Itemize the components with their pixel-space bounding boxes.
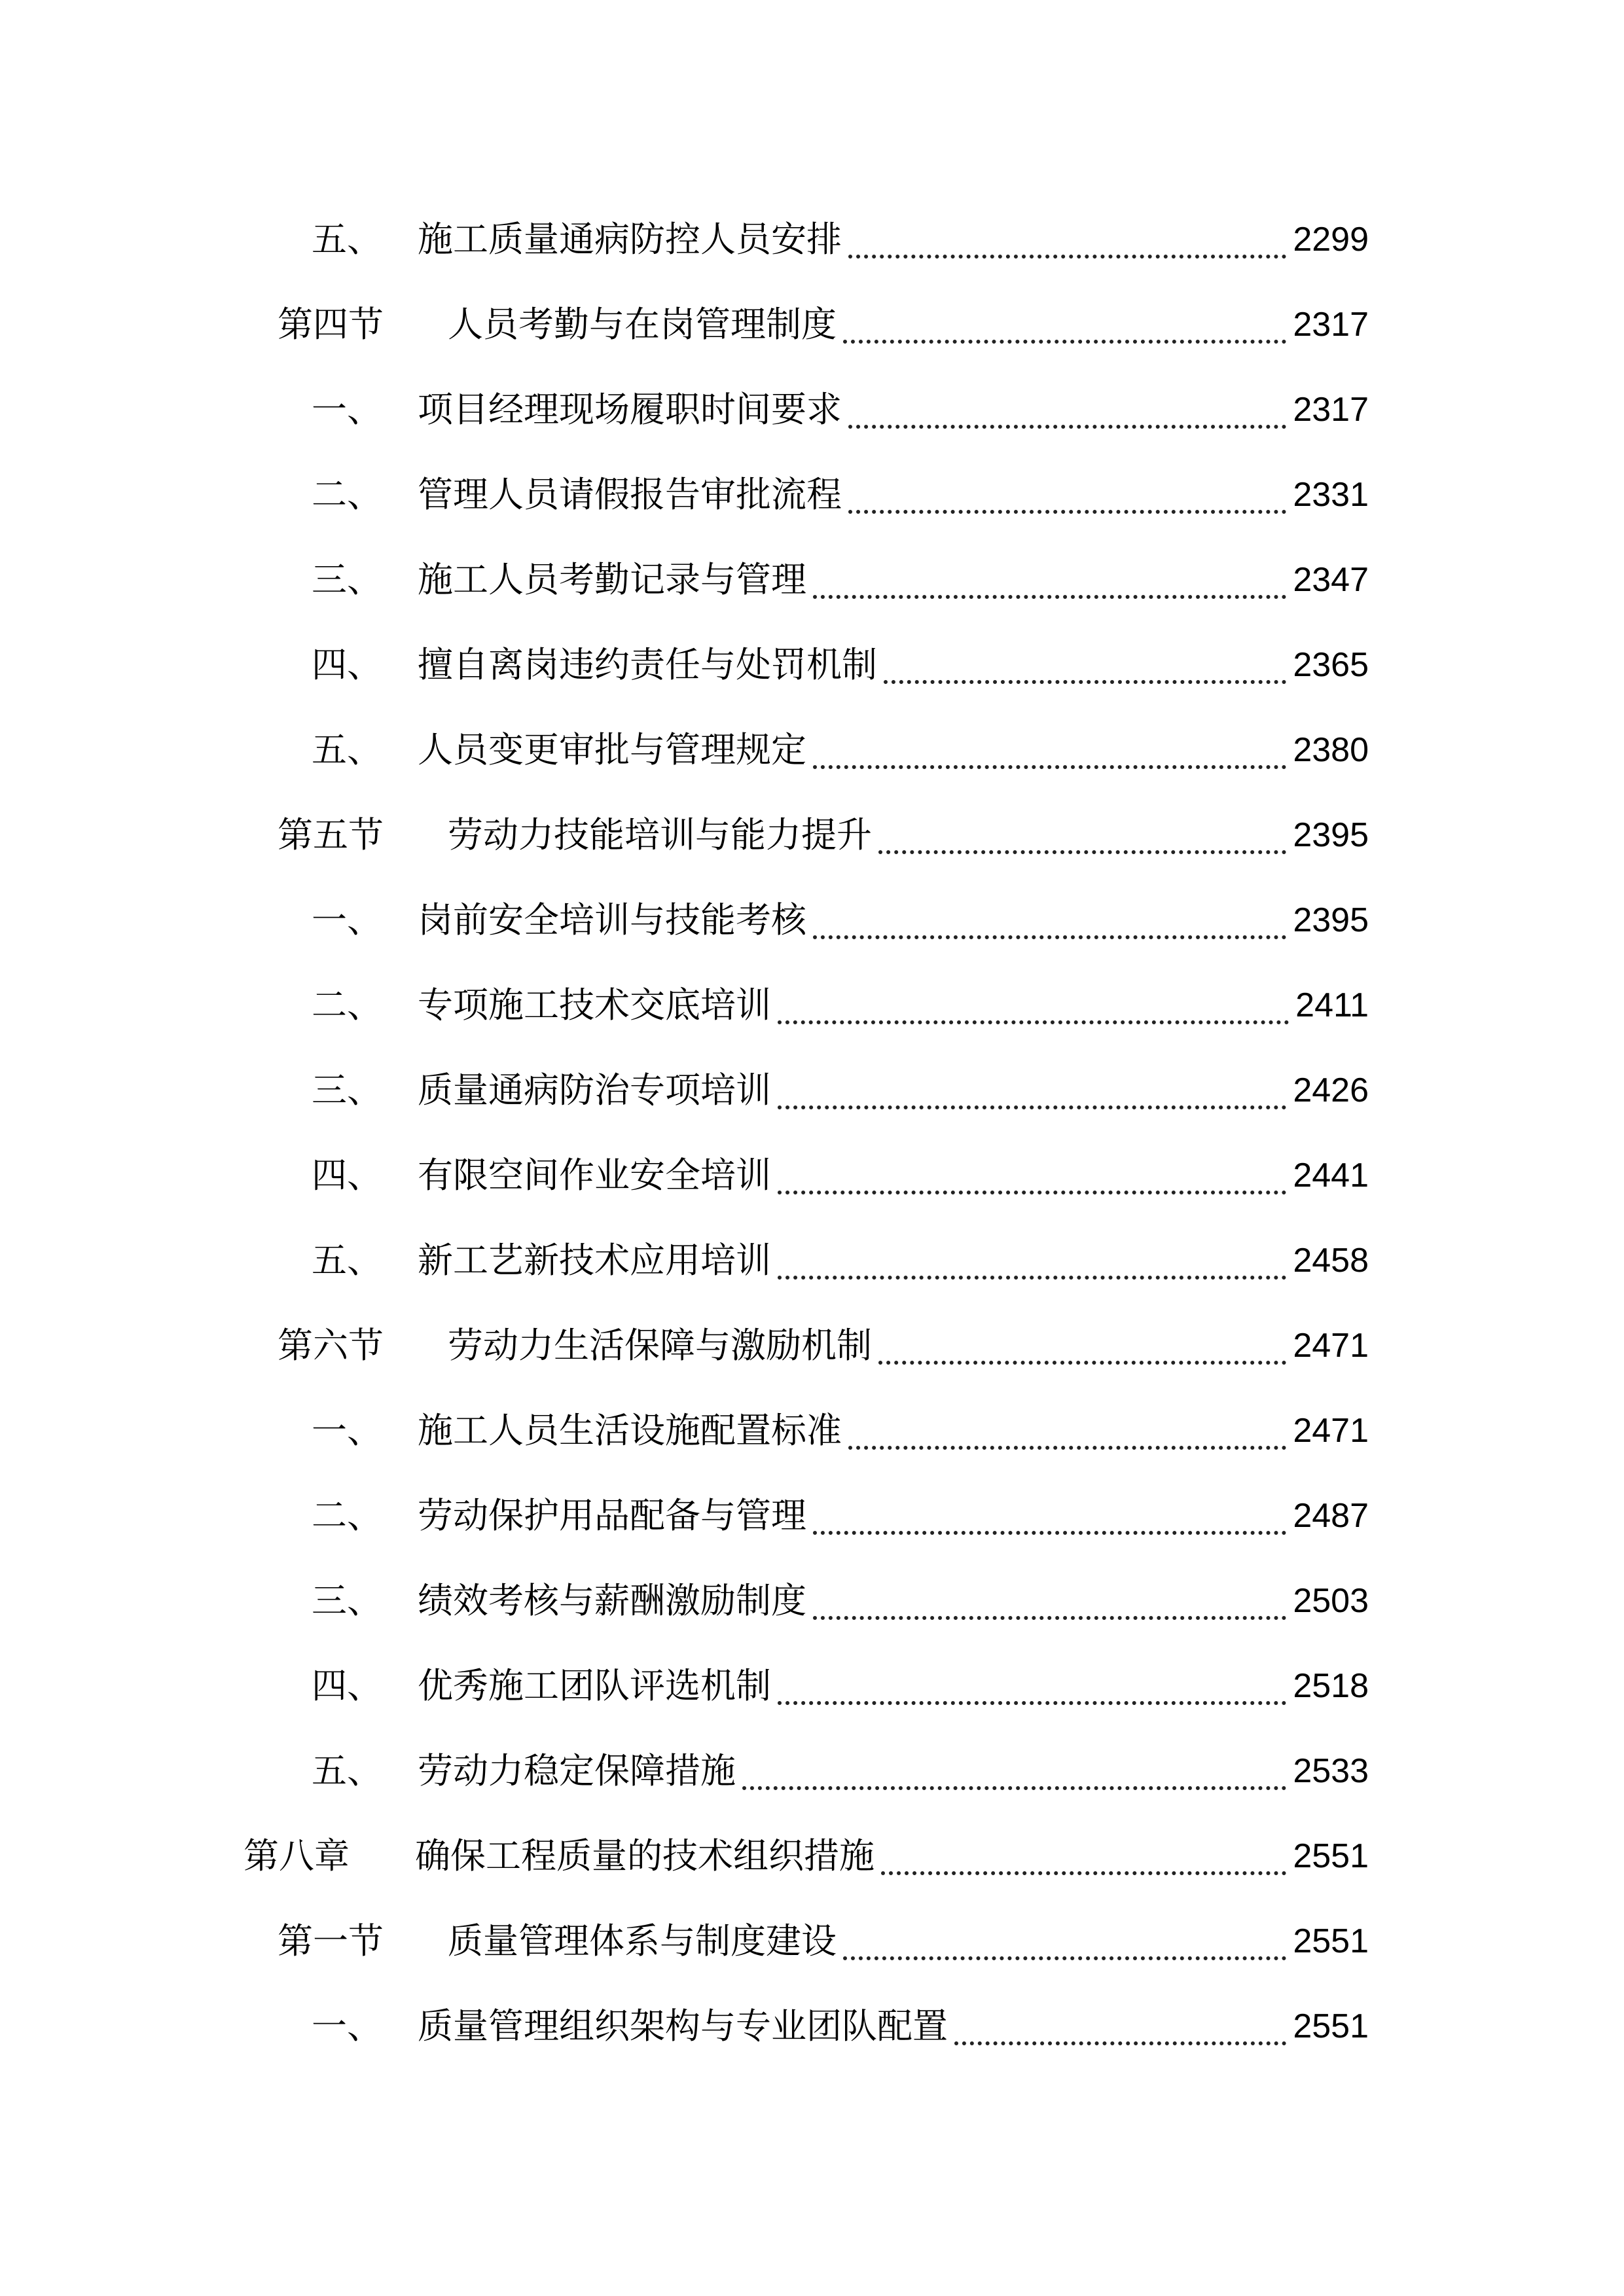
toc-dot-leader bbox=[843, 340, 1286, 344]
toc-dot-leader bbox=[778, 1105, 1286, 1109]
toc-entry-title: 质量通病防治专项培训 bbox=[418, 1069, 771, 1111]
toc-dot-leader bbox=[848, 1446, 1286, 1450]
toc-entry[interactable] bbox=[312, 1473, 1369, 1558]
toc-entry[interactable] bbox=[278, 1899, 1369, 1984]
toc-entry-label: 三、 bbox=[312, 559, 382, 600]
toc-entry-label: 三、 bbox=[312, 1580, 382, 1621]
toc-dot-leader bbox=[848, 425, 1286, 429]
toc-entry-title: 优秀施工团队评选机制 bbox=[418, 1665, 771, 1706]
toc-entry-title: 施工质量通病防控人员安排 bbox=[418, 219, 842, 260]
toc-entry[interactable] bbox=[312, 1388, 1369, 1473]
toc-entry-title: 有限空间作业安全培训 bbox=[418, 1155, 771, 1196]
toc-entry-page: 2518 bbox=[1293, 1667, 1369, 1705]
toc-entry-title: 人员考勤与在岗管理制度 bbox=[448, 304, 837, 345]
toc-dot-leader bbox=[778, 1191, 1286, 1194]
toc-entry[interactable] bbox=[312, 1558, 1369, 1643]
toc-entry-page: 2551 bbox=[1293, 1837, 1369, 1875]
toc-entry-label: 二、 bbox=[312, 1495, 382, 1536]
toc-entry[interactable] bbox=[312, 963, 1369, 1048]
toc-entry-title: 管理人员请假报告审批流程 bbox=[418, 474, 842, 515]
toc-entry-title: 擅自离岗违约责任与处罚机制 bbox=[418, 644, 877, 685]
toc-entry-label: 四、 bbox=[312, 1155, 382, 1196]
toc-entry-label: 第六节 bbox=[278, 1325, 384, 1366]
toc-entry-label: 第八章 bbox=[244, 1835, 350, 1876]
toc-entry-page: 2365 bbox=[1293, 646, 1369, 684]
toc-entry-title: 质量管理体系与制度建设 bbox=[448, 1920, 837, 1962]
toc-dot-leader bbox=[813, 935, 1286, 939]
toc-entry[interactable] bbox=[312, 1048, 1369, 1133]
toc-entry-title: 劳动力稳定保障措施 bbox=[418, 1750, 736, 1791]
toc-entry[interactable] bbox=[312, 1133, 1369, 1218]
toc-entry[interactable] bbox=[312, 537, 1369, 622]
toc-dot-leader bbox=[878, 850, 1286, 854]
toc-entry-page: 2395 bbox=[1293, 901, 1369, 939]
toc-entry-label: 一、 bbox=[312, 2005, 382, 2047]
toc-dot-leader bbox=[813, 1616, 1286, 1620]
toc-entry-page: 2331 bbox=[1293, 476, 1369, 514]
toc-entry-label: 五、 bbox=[312, 729, 382, 770]
toc-entry-page: 2299 bbox=[1293, 221, 1369, 259]
toc-dot-leader bbox=[778, 1701, 1286, 1705]
toc-entry[interactable] bbox=[312, 622, 1369, 708]
toc-entry-page: 2380 bbox=[1293, 731, 1369, 769]
toc-entry-title: 确保工程质量的技术组织措施 bbox=[415, 1835, 875, 1876]
toc-entry-page: 2458 bbox=[1293, 1242, 1369, 1280]
toc-entry-title: 劳动力生活保障与激励机制 bbox=[448, 1325, 872, 1366]
toc-entry-page: 2317 bbox=[1293, 306, 1369, 344]
toc-entry[interactable] bbox=[312, 1643, 1369, 1729]
toc-entry-page: 2551 bbox=[1293, 2007, 1369, 2045]
toc-entry-page: 2395 bbox=[1293, 816, 1369, 854]
toc-entry-page: 2347 bbox=[1293, 561, 1369, 599]
toc-entry-page: 2471 bbox=[1293, 1412, 1369, 1450]
toc-entry-label: 第一节 bbox=[278, 1920, 384, 1962]
toc-dot-leader bbox=[954, 2041, 1286, 2045]
toc-entry[interactable] bbox=[312, 367, 1369, 452]
toc-entry-page: 2441 bbox=[1293, 1157, 1369, 1194]
toc-entry-label: 四、 bbox=[312, 1665, 382, 1706]
toc-entry-title: 项目经理现场履职时间要求 bbox=[418, 389, 842, 430]
toc-dot-leader bbox=[848, 255, 1286, 259]
toc-dot-leader bbox=[813, 765, 1286, 769]
toc-entry-label: 四、 bbox=[312, 644, 382, 685]
toc-entry-title: 绩效考核与薪酬激励制度 bbox=[418, 1580, 806, 1621]
toc-entry-title: 岗前安全培训与技能考核 bbox=[418, 899, 806, 941]
toc-entry[interactable] bbox=[312, 878, 1369, 963]
toc-dot-leader bbox=[778, 1276, 1286, 1280]
toc-dot-leader bbox=[843, 1956, 1286, 1960]
toc-entry-label: 一、 bbox=[312, 899, 382, 941]
toc-entry[interactable] bbox=[312, 1984, 1369, 2069]
toc-entry-label: 五、 bbox=[312, 1240, 382, 1281]
toc-entry-page: 2551 bbox=[1293, 1922, 1369, 1960]
toc-entry[interactable] bbox=[312, 452, 1369, 537]
toc-entry-label: 三、 bbox=[312, 1069, 382, 1111]
toc-entry-page: 2471 bbox=[1293, 1327, 1369, 1365]
toc-entry[interactable] bbox=[312, 708, 1369, 793]
toc-dot-leader bbox=[848, 510, 1286, 514]
toc-entry-page: 2411 bbox=[1295, 986, 1369, 1024]
toc-entry-title: 质量管理组织架构与专业团队配置 bbox=[418, 2005, 948, 2047]
toc-entry-title: 劳动力技能培训与能力提升 bbox=[448, 814, 872, 855]
toc-entry[interactable] bbox=[278, 282, 1369, 367]
toc-entry-label: 五、 bbox=[312, 1750, 382, 1791]
toc-dot-leader bbox=[778, 1020, 1289, 1024]
toc-entry-label: 第四节 bbox=[278, 304, 384, 345]
toc-entry[interactable] bbox=[244, 1814, 1369, 1899]
toc-entry-page: 2317 bbox=[1293, 391, 1369, 429]
toc-entry-title: 专项施工技术交底培训 bbox=[418, 984, 771, 1026]
toc-entry-label: 一、 bbox=[312, 389, 382, 430]
toc-entry-title: 劳动保护用品配备与管理 bbox=[418, 1495, 806, 1536]
toc-entry-page: 2503 bbox=[1293, 1582, 1369, 1620]
toc-entry[interactable] bbox=[312, 1218, 1369, 1303]
toc-dot-leader bbox=[884, 680, 1286, 684]
toc-entry-title: 施工人员生活设施配置标准 bbox=[418, 1410, 842, 1451]
toc-dot-leader bbox=[881, 1871, 1286, 1875]
toc-entry-page: 2487 bbox=[1293, 1497, 1369, 1535]
toc-dot-leader bbox=[813, 1531, 1286, 1535]
toc-entry-label: 二、 bbox=[312, 984, 382, 1026]
toc-entry-title: 人员变更审批与管理规定 bbox=[418, 729, 806, 770]
toc-entry-label: 五、 bbox=[312, 219, 382, 260]
toc-entry[interactable] bbox=[278, 1303, 1369, 1388]
toc-entry[interactable] bbox=[278, 793, 1369, 878]
toc-entry-title: 新工艺新技术应用培训 bbox=[418, 1240, 771, 1281]
toc-dot-leader bbox=[813, 595, 1286, 599]
toc-entry-title: 施工人员考勤记录与管理 bbox=[418, 559, 806, 600]
toc-entry-label: 二、 bbox=[312, 474, 382, 515]
toc-entry[interactable] bbox=[312, 1729, 1369, 1814]
toc-entry-page: 2426 bbox=[1293, 1071, 1369, 1109]
toc-entry-page: 2533 bbox=[1293, 1752, 1369, 1790]
toc-entry[interactable] bbox=[312, 197, 1369, 282]
toc-dot-leader bbox=[742, 1786, 1286, 1790]
toc-dot-leader bbox=[878, 1361, 1286, 1365]
toc-entry-label: 一、 bbox=[312, 1410, 382, 1451]
toc-entry-label: 第五节 bbox=[278, 814, 384, 855]
